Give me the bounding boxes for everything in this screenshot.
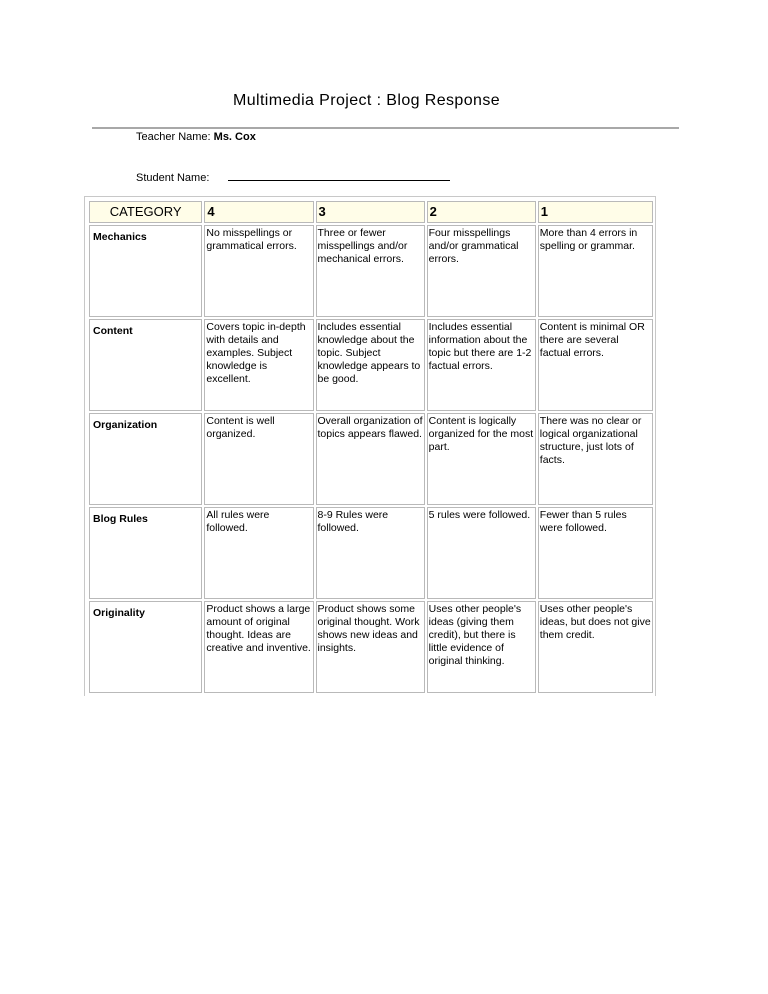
student-name-line bbox=[136, 171, 450, 184]
teacher-name-label: Teacher Name: bbox=[136, 131, 211, 143]
title-divider bbox=[92, 127, 679, 129]
criteria-cell: Product shows some original thought. Work shows new ideas and insights. bbox=[316, 601, 425, 693]
category-cell: Originality bbox=[89, 601, 202, 693]
header-category: CATEGORY bbox=[89, 201, 202, 223]
criteria-cell: 5 rules were followed. bbox=[427, 507, 536, 599]
student-name-blank bbox=[228, 171, 450, 181]
criteria-cell: Three or fewer misspellings and/or mechanical errors. bbox=[316, 225, 425, 317]
criteria-cell: Uses other people's ideas, but does not give them credit. bbox=[538, 601, 653, 693]
header-score-4: 4 bbox=[204, 201, 313, 223]
header-score-3: 3 bbox=[316, 201, 425, 223]
rubric-row-blog-rules bbox=[89, 507, 653, 599]
student-name-label: Student Name: bbox=[136, 172, 210, 184]
criteria-cell: All rules were followed. bbox=[204, 507, 313, 599]
rubric-row-organization bbox=[89, 413, 653, 505]
category-cell: Mechanics bbox=[89, 225, 202, 317]
criteria-cell: Uses other people's ideas (giving them credit), but there is little evidence of original thinking. bbox=[427, 601, 536, 693]
rubric-row-mechanics bbox=[89, 225, 653, 317]
criteria-cell: Content is minimal OR there are several factual errors. bbox=[538, 319, 653, 411]
criteria-cell: Includes essential information about the topic but there are 1-2 factual errors. bbox=[427, 319, 536, 411]
criteria-cell: Fewer than 5 rules were followed. bbox=[538, 507, 653, 599]
criteria-cell: Overall organization of topics appears flawed. bbox=[316, 413, 425, 505]
rubric-row-originality bbox=[89, 601, 653, 693]
rubric-header-row bbox=[89, 201, 653, 223]
criteria-cell: There was no clear or logical organizational structure, just lots of facts. bbox=[538, 413, 653, 505]
criteria-cell: Four misspellings and/or grammatical errors. bbox=[427, 225, 536, 317]
rubric-row-content bbox=[89, 319, 653, 411]
criteria-cell: No misspellings or grammatical errors. bbox=[204, 225, 313, 317]
criteria-cell: Covers topic in-depth with details and examples. Subject knowledge is excellent. bbox=[204, 319, 313, 411]
category-cell: Blog Rules bbox=[89, 507, 202, 599]
document-title: Multimedia Project : Blog Response bbox=[232, 92, 501, 109]
header-score-1: 1 bbox=[538, 201, 653, 223]
criteria-cell: Product shows a large amount of original thought. Ideas are creative and inventive. bbox=[204, 601, 313, 693]
header-score-2: 2 bbox=[427, 201, 536, 223]
criteria-cell: Content is well organized. bbox=[204, 413, 313, 505]
teacher-name-line bbox=[136, 131, 256, 143]
criteria-cell: 8-9 Rules were followed. bbox=[316, 507, 425, 599]
category-cell: Content bbox=[89, 319, 202, 411]
rubric-table bbox=[87, 199, 655, 695]
criteria-cell: Content is logically organized for the most part. bbox=[427, 413, 536, 505]
teacher-name-value: Ms. Cox bbox=[213, 131, 256, 143]
criteria-cell: More than 4 errors in spelling or grammar. bbox=[538, 225, 653, 317]
rubric-container bbox=[84, 196, 656, 696]
criteria-cell: Includes essential knowledge about the topic. Subject knowledge appears to be good. bbox=[316, 319, 425, 411]
category-cell: Organization bbox=[89, 413, 202, 505]
